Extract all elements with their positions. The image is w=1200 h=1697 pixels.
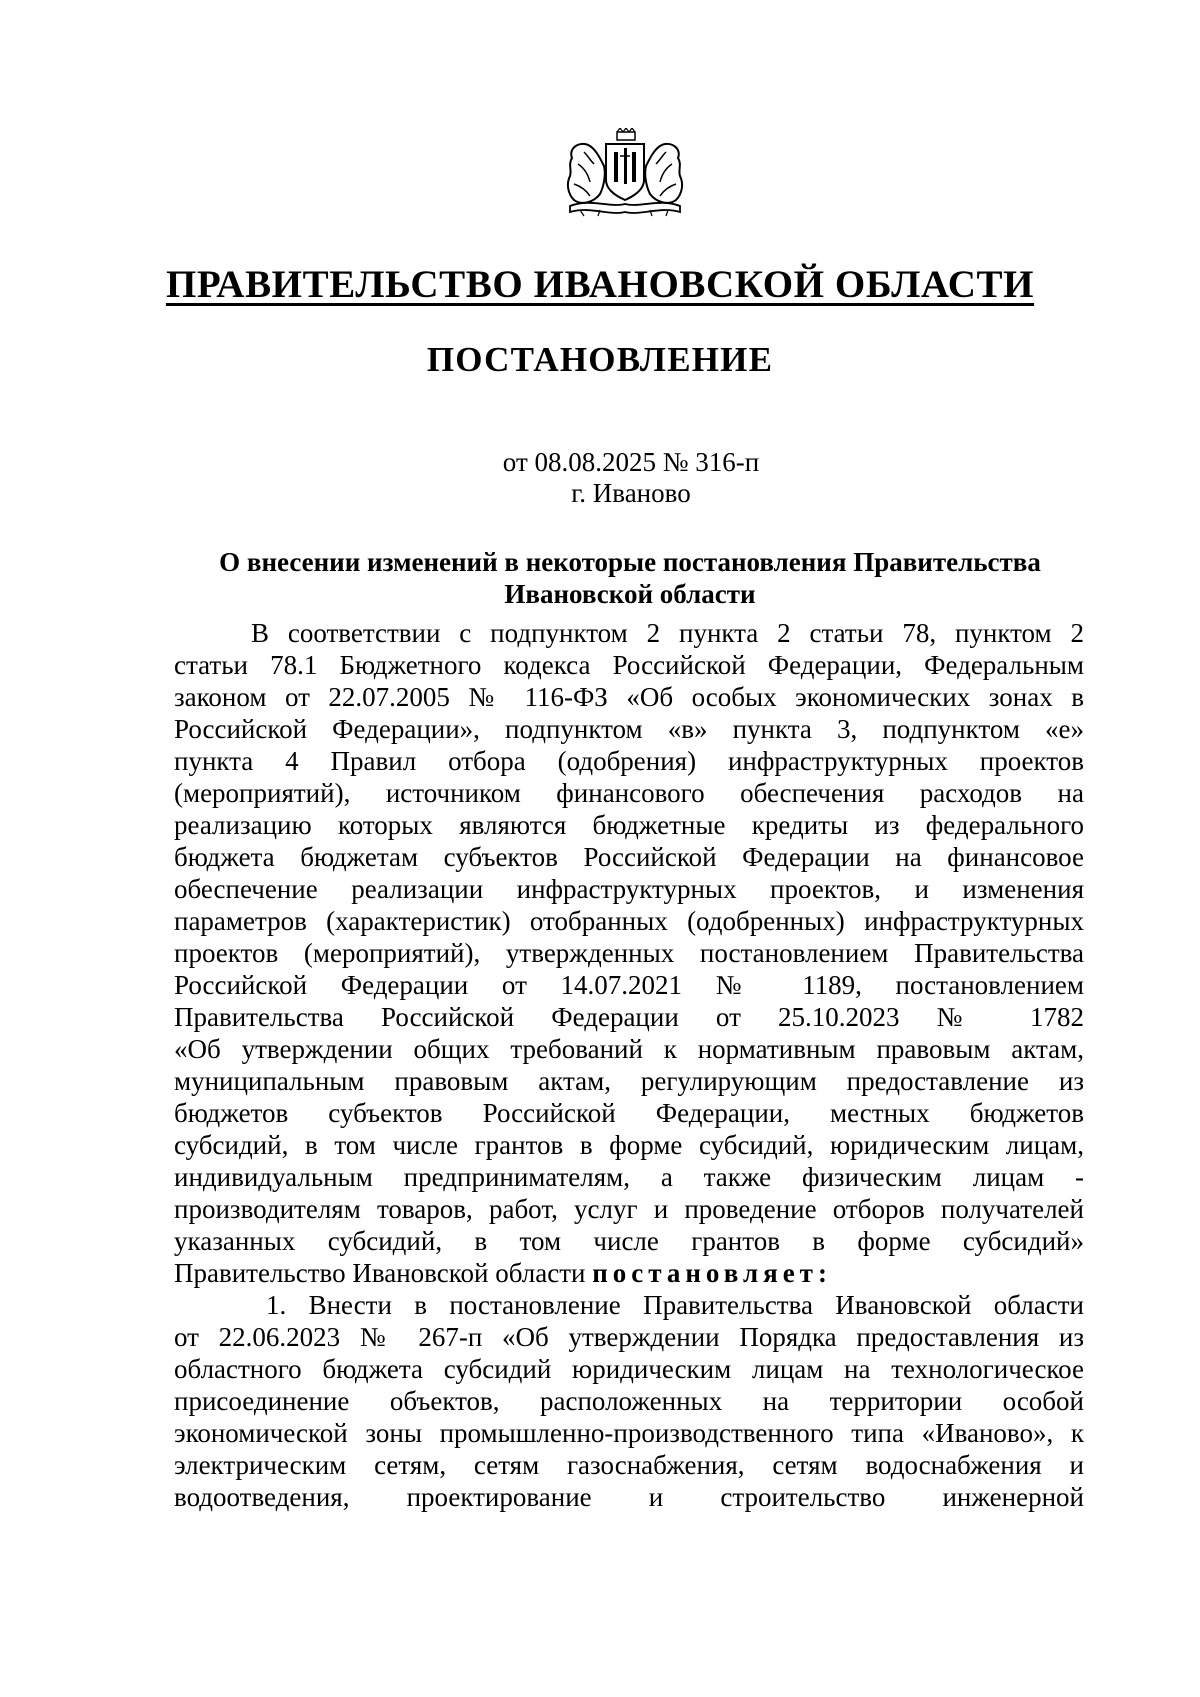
body-line: статьи 78.1 Бюджетного кодекса Российской Федерации, Федеральным: [174, 650, 1084, 680]
item-line: областного бюджета субсидий юридическим лицам на технологическое: [174, 1354, 1084, 1384]
body-line: муниципальным правовым актам, регулирующим предоставление из: [174, 1066, 1084, 1096]
body-line: Российской Федерации», подпунктом «в» пункта 3, подпунктом «е»: [174, 714, 1084, 744]
body-line: проектов (мероприятий), утвержденных постановлением Правительства: [174, 938, 1084, 968]
decree-line: [174, 1257, 1084, 1289]
item-line: экономической зоны промышленно-производственного типа «Иваново», к: [174, 1418, 1084, 1448]
body-line: Правительства Российской Федерации от 25.10.2023 № 1782: [174, 1002, 1084, 1032]
body-line: бюджетов субъектов Российской Федерации, местных бюджетов: [174, 1098, 1084, 1128]
body-line: пункта 4 Правил отбора (одобрения) инфраструктурных проектов: [174, 746, 1084, 776]
body-line: реализацию которых являются бюджетные кредиты из федерального: [174, 810, 1084, 840]
item-line: 1. Внести в постановление Правительства Ивановской области: [266, 1290, 1084, 1320]
body-line: субсидий, в том числе грантов в форме субсидий, юридическим лицам,: [174, 1130, 1084, 1160]
organization-title: ПРАВИТЕЛЬСТВО ИВАНОВСКОЙ ОБЛАСТИ: [165, 263, 1035, 306]
body-line: В соответствии с подпунктом 2 пункта 2 статьи 78, пунктом 2: [251, 618, 1084, 648]
body-line: бюджета бюджетам субъектов Российской Федерации на финансовое: [174, 842, 1084, 872]
body-line: обеспечение реализации инфраструктурных проектов, и изменения: [174, 874, 1084, 904]
body-line: индивидуальным предпринимателям, а также физическим лицам -: [174, 1162, 1084, 1192]
decree-word: постановляет:: [592, 1258, 832, 1288]
body-line: «Об утверждении общих требований к нормативным правовым актам,: [174, 1034, 1084, 1064]
body-line: законом от 22.07.2005 № 116-ФЗ «Об особых экономических зонах в: [174, 682, 1084, 712]
body-line: Российской Федерации от 14.07.2021 № 1189, постановлением: [174, 970, 1084, 1000]
document-city: г. Иваново: [571, 478, 691, 508]
item-line: электрическим сетям, сетям газоснабжения, сетям водоснабжения и: [174, 1450, 1084, 1480]
document-subject: [140, 546, 1120, 610]
item-line: водоотведения, проектирование и строительство инженерной: [174, 1482, 1084, 1512]
ivanovo-coat-of-arms-icon: [560, 128, 690, 218]
decree-prefix: Правительство Ивановской области: [174, 1258, 586, 1288]
item-line: присоединение объектов, расположенных на территории особой: [174, 1386, 1084, 1416]
subject-line: Ивановской области: [504, 579, 756, 609]
body-line: указанных субсидий, в том числе грантов в форме субсидий»: [174, 1226, 1084, 1256]
item-line: от 22.06.2023 № 267-п «Об утверждении Порядка предоставления из: [174, 1322, 1084, 1352]
document-type: ПОСТАНОВЛЕНИЕ: [426, 340, 774, 379]
body-line: производителям товаров, работ, услуг и проведение отборов получателей: [174, 1194, 1084, 1224]
subject-line: О внесении изменений в некоторые постановления Правительства: [219, 547, 1041, 577]
document-date-number: от 08.08.2025 № 316-п: [502, 447, 760, 477]
body-line: (мероприятий), источником финансового обеспечения расходов на: [174, 778, 1084, 808]
body-line: параметров (характеристик) отобранных (одобренных) инфраструктурных: [174, 906, 1084, 936]
